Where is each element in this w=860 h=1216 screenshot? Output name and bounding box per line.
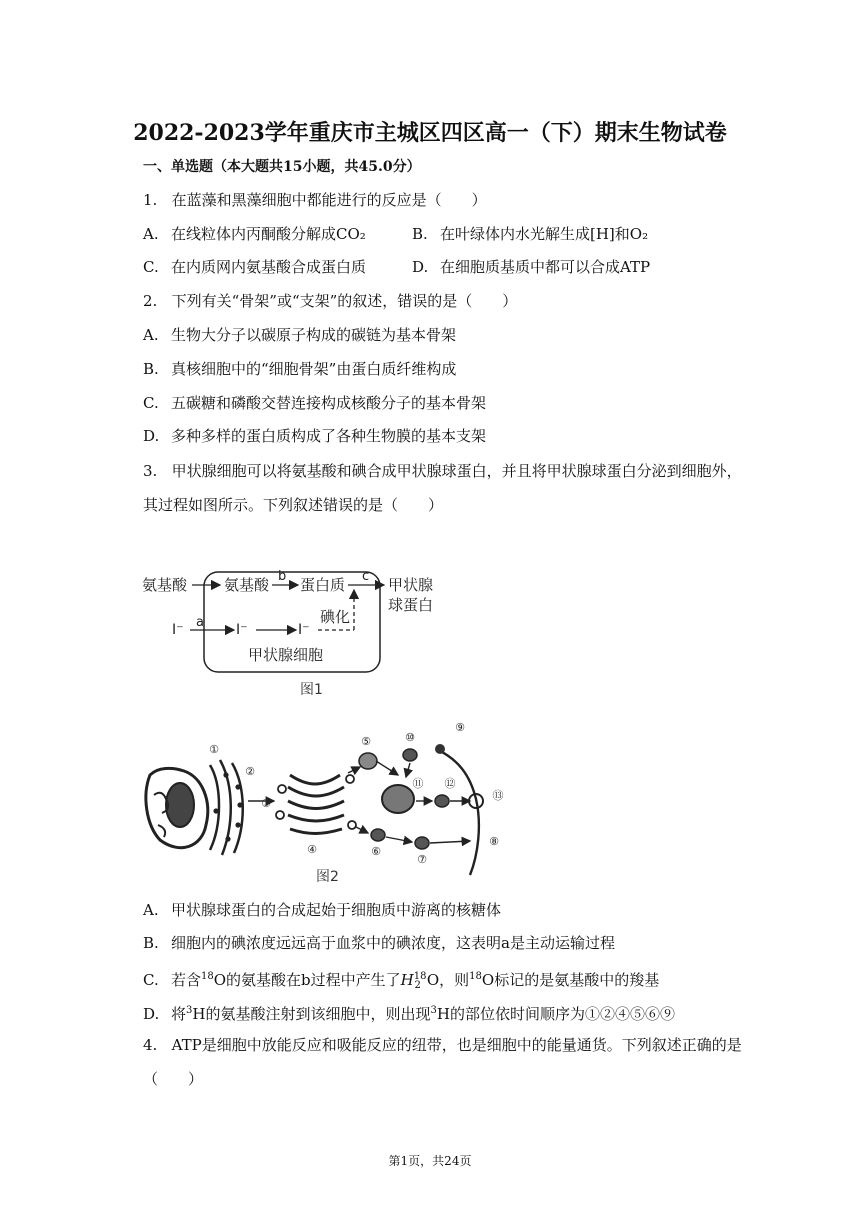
- marker-13: ⑬: [492, 789, 504, 802]
- question-3: [143, 461, 742, 481]
- arrow-b-label: b: [278, 569, 287, 584]
- iodide-inside-label: I⁻: [298, 622, 310, 638]
- question-stem: ATP是细胞中放能反应和吸能反应的纽带，也是细胞中的能量通货。下列叙述正确的是: [171, 1036, 742, 1054]
- figure-2-diagram: [140, 715, 520, 887]
- option-d: D. 多种多样的蛋白质构成了各种生物膜的基本支架: [143, 427, 487, 445]
- cell-membrane: [436, 749, 479, 875]
- option-a: A. 甲状腺球蛋白的合成起始于细胞质中游离的核糖体: [143, 901, 502, 919]
- question-stem-continued: 其过程如图所示。下列叙述错误的是（ ）: [143, 496, 444, 514]
- option-c: C. 若含$^{18}$O的氨基酸在b过程中产生了$H^{18}_2$ O，则$^{18}$O标记的是氨基酸中的羧基: [143, 971, 660, 991]
- figure-2-caption: 图2: [316, 869, 339, 885]
- page-footer: 第1页，共24页: [388, 1154, 472, 1168]
- option-d: D. 将$^3$H的氨基酸注射到该细胞中，则出现$^3$H的部位依时间顺序为①②④⑤⑥⑨: [143, 1005, 675, 1023]
- option-c: C. 在内质网内氨基酸合成蛋白质: [143, 258, 367, 276]
- iodide-inside-label: I⁻: [236, 622, 248, 638]
- golgi: [276, 775, 356, 834]
- option-b: B. 真核细胞中的“细胞骨架”由蛋白质纤维构成: [143, 360, 457, 378]
- question-number: 1.: [143, 191, 158, 209]
- question-stem-continued: （ ）: [143, 1070, 204, 1088]
- page-title: 2022-2023学年重庆市主城区四区高一（下）期末生物试卷: [133, 120, 727, 146]
- option-c: C. 五碳糖和磷酸交替连接构成核酸分子的基本骨架: [143, 394, 487, 412]
- question-stem: 在蓝藻和黑藻细胞中都能进行的反应是（ ）: [171, 191, 487, 209]
- product-label-line1: 甲状腺: [388, 576, 434, 594]
- marker-9: ⑨: [455, 721, 465, 734]
- marker-7: ⑦: [417, 853, 427, 866]
- marker-8: ⑧: [489, 835, 499, 848]
- marker-10: ⑩: [405, 731, 415, 744]
- option-d: D. 在细胞质基质中都可以合成ATP: [412, 258, 651, 276]
- rough-er: [210, 760, 243, 855]
- marker-5: ⑤: [361, 735, 371, 748]
- question-stem: 甲状腺细胞可以将氨基酸和碘合成甲状腺球蛋白，并且将甲状腺球蛋白分泌到细胞外，: [171, 462, 742, 480]
- lysosome-11: [382, 785, 414, 813]
- vesicle-6: [371, 829, 385, 841]
- marker-1: ①: [209, 743, 219, 756]
- option-b: B. 在叶绿体内水光解生成[H]和O₂: [412, 225, 649, 243]
- product-label-line2: 球蛋白: [388, 596, 434, 614]
- question-4: [143, 1035, 742, 1055]
- question-2: [143, 291, 517, 311]
- marker-2: ②: [245, 765, 255, 778]
- figure-1-caption: 图1: [300, 682, 323, 698]
- marker-4: ④: [307, 843, 317, 856]
- marker-3: ③: [261, 797, 271, 810]
- arrow-a-label: a: [196, 615, 204, 630]
- vesicle-10: [403, 749, 417, 761]
- cell-label: 甲状腺细胞: [248, 646, 324, 664]
- figure-1-diagram: [140, 560, 460, 730]
- nucleus: [146, 768, 208, 847]
- question-number: 3.: [143, 462, 158, 480]
- question-number: 4.: [143, 1036, 158, 1054]
- vesicle-7: [415, 837, 429, 849]
- option-b: B. 细胞内的碘浓度远远高于血浆中的碘浓度，这表明a是主动运输过程: [143, 934, 615, 952]
- arrow-c-label: c: [362, 569, 370, 584]
- question-number: 2.: [143, 292, 158, 310]
- marker-12: ⑫: [444, 777, 456, 790]
- vesicle-5: [359, 753, 377, 769]
- vesicle-12: [435, 795, 449, 807]
- marker-6: ⑥: [371, 845, 381, 858]
- section-heading: 一、单选题（本大题共15小题，共45.0分）: [143, 159, 421, 175]
- option-a: A. 在线粒体内丙酮酸分解成CO₂: [143, 225, 366, 243]
- marker-11: ⑪: [412, 777, 424, 790]
- amino-acid-inside-label: 氨基酸: [224, 576, 270, 594]
- option-a: A. 生物大分子以碳原子构成的碳链为基本骨架: [143, 326, 457, 344]
- amino-acid-outside-label: 氨基酸: [142, 576, 188, 594]
- protein-label: 蛋白质: [300, 576, 346, 594]
- iodide-outside-label: I⁻: [172, 622, 184, 638]
- iodination-label: 碘化: [320, 608, 351, 626]
- question-1: [143, 190, 487, 210]
- question-stem: 下列有关“骨架”或“支架”的叙述，错误的是（ ）: [171, 292, 518, 310]
